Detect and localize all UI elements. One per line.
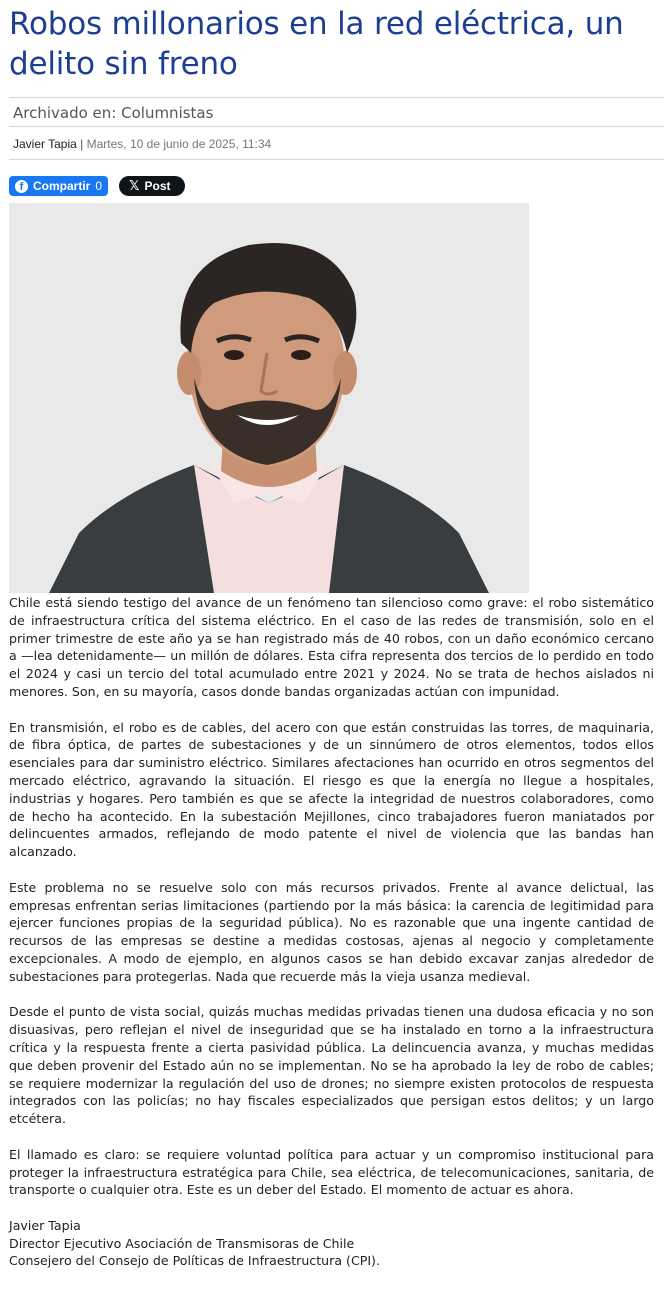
facebook-share-button[interactable]: [9, 176, 108, 196]
signature-role: Director Ejecutivo Asociación de Transmisoras de Chile: [9, 1235, 355, 1251]
paragraph: Este problema no se resuelve solo con más recursos privados. Frente al avance delictual, las empresas enfrentan serias limitaciones (partiendo por la más básica: la carencia de legitimidad para ejercer funciones propias de la seguridad pública). No es razonable que una ingente cantidad de recursos de las empresas se destine a medidas costosas, ajenas al negocio y completamente excepcionales. A modo de ejemplo, en algunos casos se han debido excavar zanjas alrededor de subestaciones para protegerlas. Nada que recuerde más la vieja usanza medieval.: [9, 879, 654, 984]
signature-role: Consejero del Consejo de Políticas de Infraestructura (CPI).: [9, 1253, 380, 1269]
archive-bar: [9, 97, 664, 127]
facebook-share-label: Compartir: [33, 179, 91, 193]
x-post-label: Post: [144, 179, 171, 193]
author-link[interactable]: Javier Tapia: [13, 137, 77, 151]
facebook-icon: f: [15, 180, 28, 193]
byline-separator: |: [76, 137, 87, 151]
article-title: Robos millonarios en la red eléctrica, un delito sin freno: [9, 6, 624, 82]
x-logo-icon: 𝕏: [129, 178, 140, 194]
paragraph: El llamado es claro: se requiere voluntad política para actuar y un compromiso institucional para proteger la infraestructura estratégica para Chile, sea eléctrica, de telecomunicaciones, sanitaria, de transporte o cualquier otra. Este es un deber del Estado. El momento de actuar es ahora.: [9, 1146, 654, 1198]
facebook-share-count: 0: [95, 179, 103, 193]
signature-name: Javier Tapia: [9, 1217, 81, 1233]
byline: [9, 128, 664, 160]
paragraph: En transmisión, el robo es de cables, del acero con que están construidas las torres, de maquinaria, de fibra óptica, de partes de subestaciones y de un sinnúmero de otros elementos, todos ellos esenciales para dar suministro eléctrico. Similares afectaciones han ocurrido en otros segmentos del mercado eléctrico, agravando la situación. El riesgo es que la energía no llegue a hospitales, industrias y hogares. Pero también es que se afecte la integridad de nuestros colaboradores, como de hecho ha acontecido. En la subestación Mejillones, cinco trabajadores fueron maniatados por delincuentes armados, reflejando de modo patente el nivel de violencia que las bandas han alcanzado.: [9, 719, 654, 860]
archive-label: Archivado en:: [13, 104, 122, 122]
category-link-columnistas[interactable]: Columnistas: [121, 104, 214, 122]
article-body: [9, 594, 654, 1270]
paragraph: Desde el punto de vista social, quizás muchas medidas privadas tienen una dudosa eficacia y no son disuasivas, pero reflejan el nivel de inseguridad que se ha instalado en torno a la infraestructura crítica y la respuesta frente a cierta pasividad pública. La delincuencia avanza, y muchas medidas que deben provenir del Estado aún no se implementan. No se ha aprobado la ley de robo de cables; se requiere modernizar la regulación del uso de drones; no siempre existen protocolos de respuesta integrados con las policías; no hay fiscales especializados que persigan estos delitos; y un largo etcétera.: [9, 1004, 654, 1127]
x-post-button[interactable]: [119, 176, 185, 196]
author-photo: [9, 203, 529, 593]
paragraph: Chile está siendo testigo del avance de un fenómeno tan silencioso como grave: el robo sistemático de infraestructura crítica del sistema eléctrico. En el caso de las redes de transmisión, solo en el primer trimestre de este año ya se han registrado más de 40 robos, con un daño económico cercano a —lea detenidamente— un millón de dólares. Esta cifra representa dos tercios de lo perdido en todo el 2024 y casi un tercio del total acumulado entre 2021 y 2024. No se trata de hechos aislados ni menores. Son, en su mayoría, casos donde bandas organizadas actúan con impunidad.: [9, 595, 654, 699]
publish-date: Martes, 10 de junio de 2025, 11:34: [86, 137, 272, 151]
signature: [9, 1217, 654, 1270]
